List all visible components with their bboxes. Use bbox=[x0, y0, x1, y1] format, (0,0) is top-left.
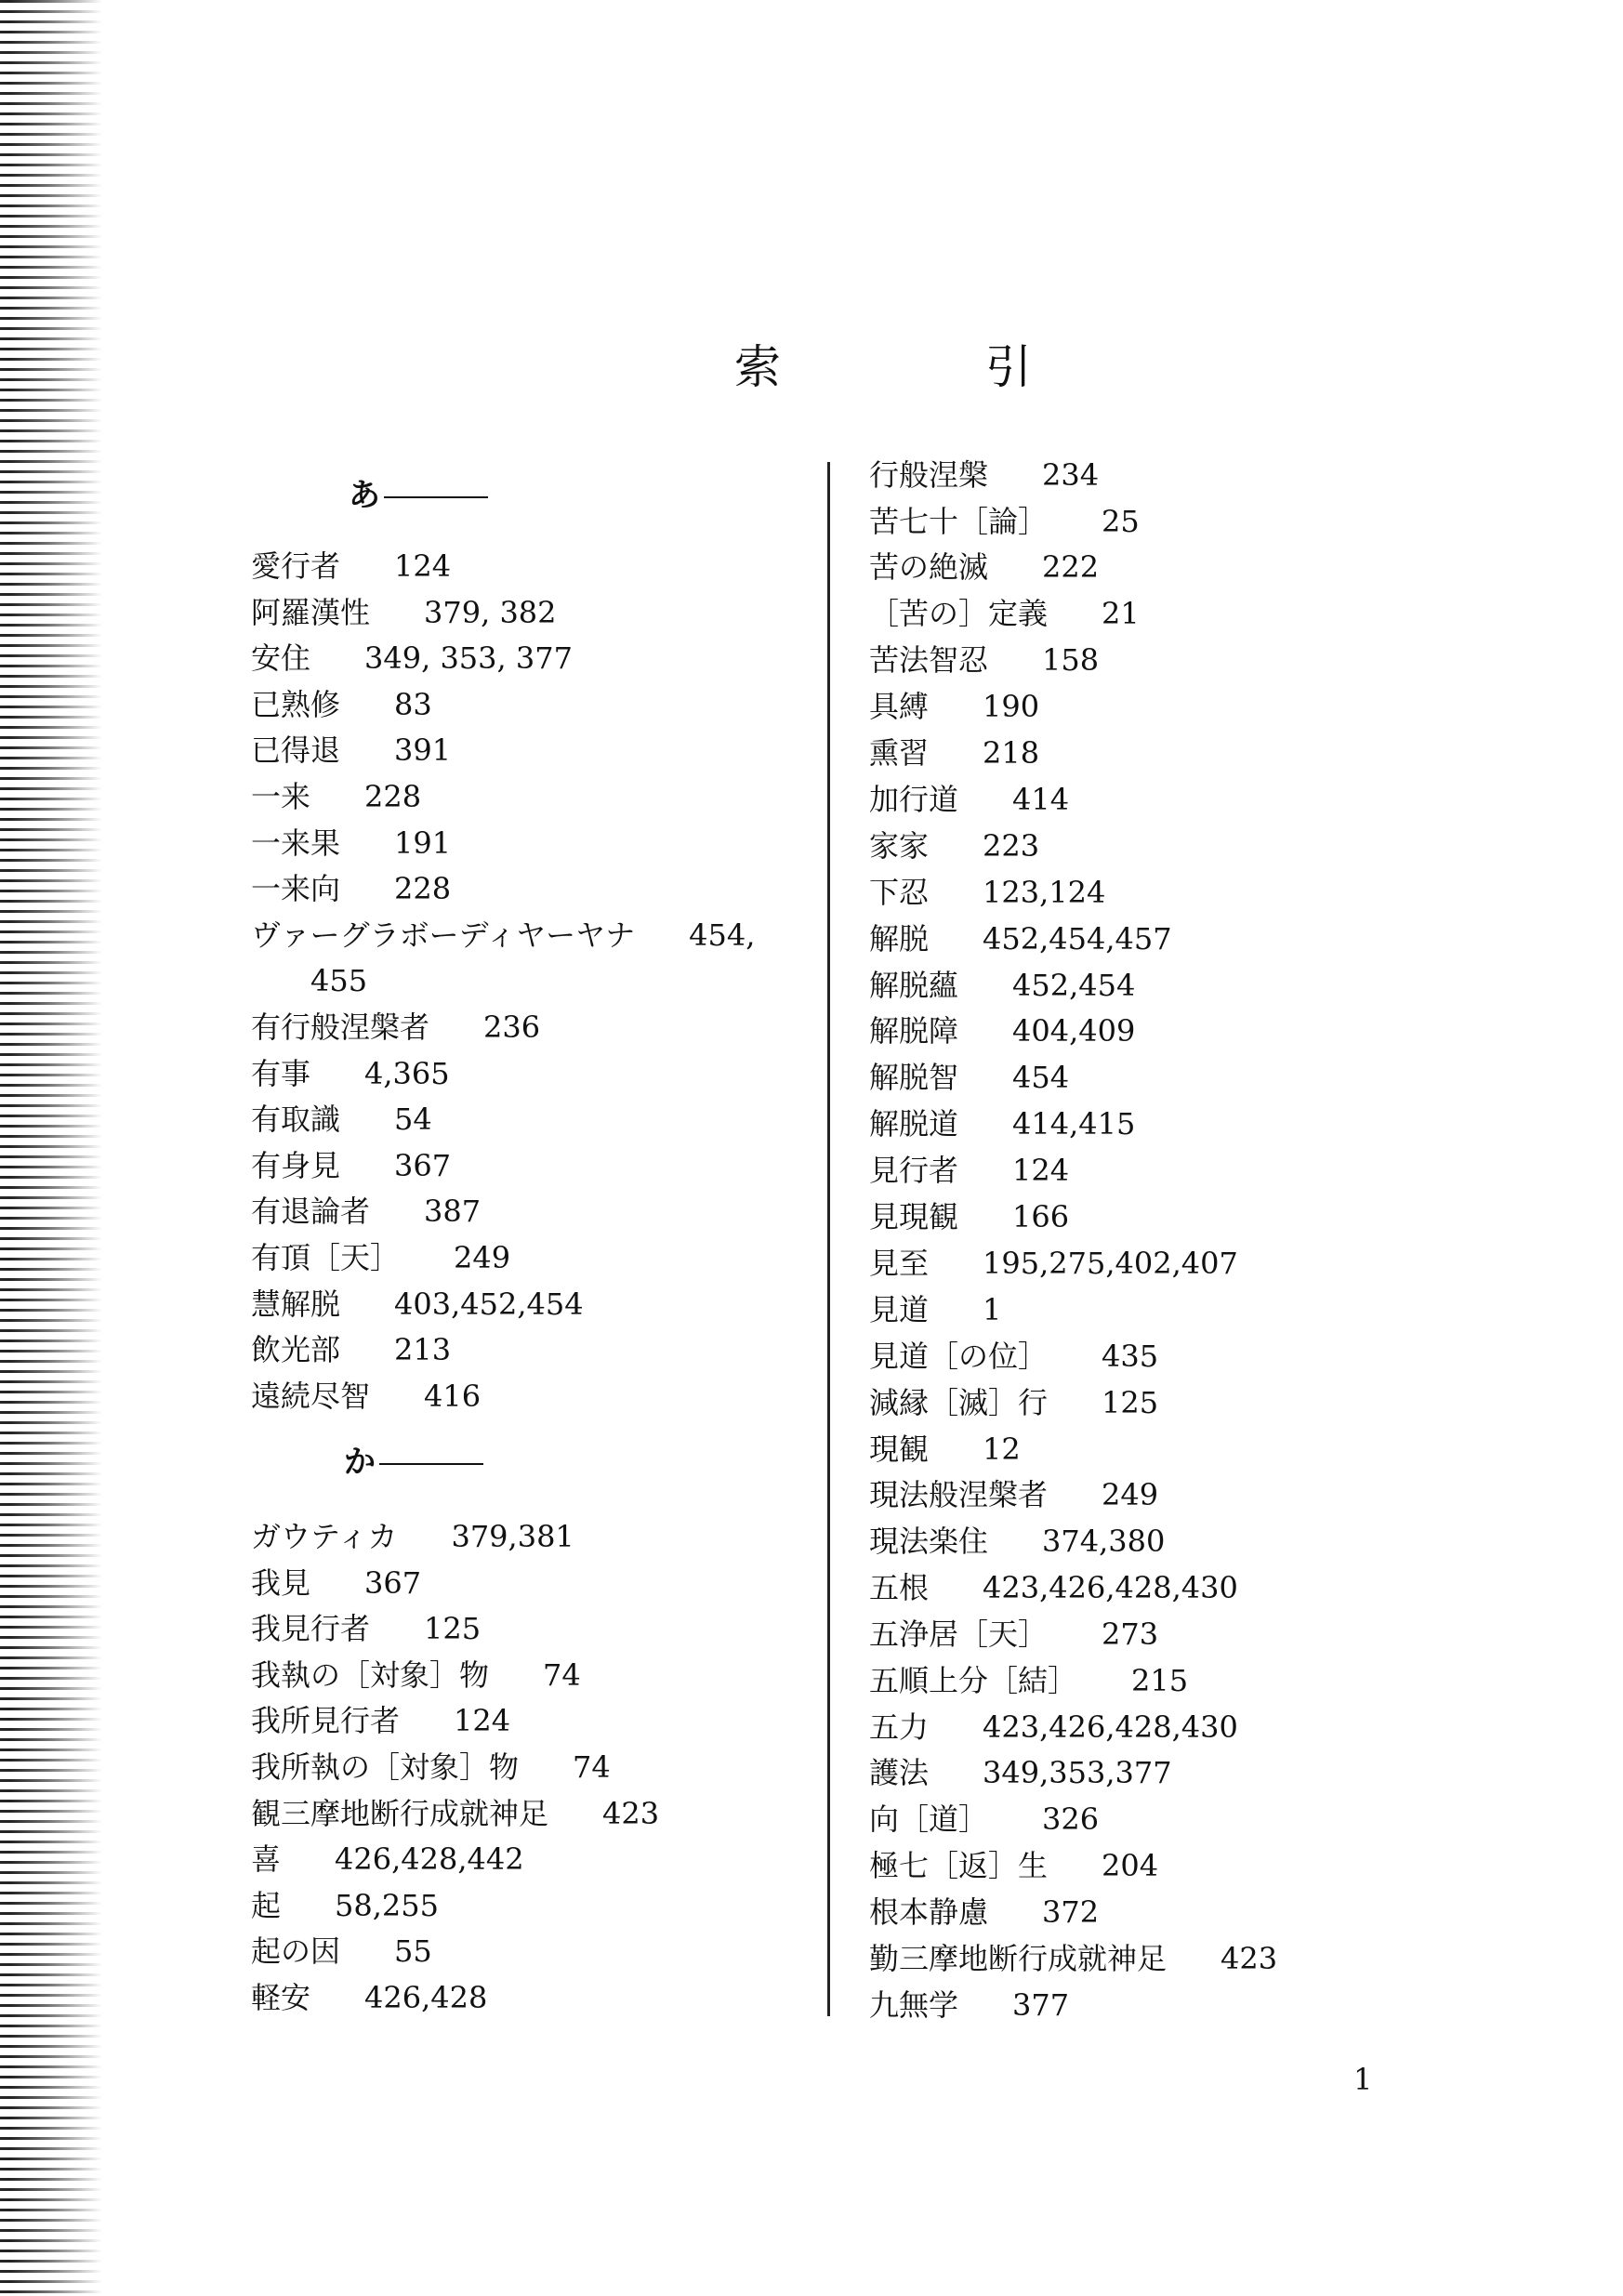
index-entry bbox=[251, 1564, 421, 1602]
index-pages: 158 bbox=[1042, 642, 1100, 678]
index-term: 極七［返］生 bbox=[869, 1848, 1049, 1883]
index-entry bbox=[251, 548, 451, 585]
index-pages: 195,275,402,407 bbox=[983, 1246, 1238, 1281]
index-pages: 125 bbox=[424, 1611, 482, 1646]
index-pages: 124 bbox=[394, 548, 452, 584]
index-term: 減縁［滅］行 bbox=[869, 1385, 1049, 1420]
index-term: 愛行者 bbox=[251, 548, 341, 584]
index-pages: 273 bbox=[1102, 1616, 1159, 1652]
index-term: 現法般涅槃者 bbox=[869, 1477, 1049, 1512]
index-pages: 423,426,428,430 bbox=[983, 1570, 1238, 1605]
index-term: 一来 bbox=[251, 779, 311, 814]
index-pages: 213 bbox=[394, 1332, 452, 1367]
index-entry bbox=[869, 1059, 1069, 1096]
index-entry bbox=[869, 1894, 1099, 1931]
index-term: 熏習 bbox=[869, 735, 930, 771]
index-pages: 249 bbox=[454, 1240, 511, 1275]
index-entry bbox=[869, 456, 1099, 494]
index-entry bbox=[251, 825, 451, 862]
index-entry bbox=[869, 734, 1039, 772]
index-pages: 454 bbox=[1012, 1060, 1070, 1095]
index-term: 有退論者 bbox=[251, 1194, 371, 1229]
index-pages: 25 bbox=[1102, 504, 1140, 539]
index-pages: 125 bbox=[1102, 1385, 1159, 1420]
index-pages: 223 bbox=[983, 828, 1040, 864]
index-entry bbox=[869, 781, 1069, 818]
index-pages: 414,415 bbox=[1012, 1106, 1136, 1141]
index-pages: 1 bbox=[983, 1292, 1002, 1327]
index-entry bbox=[869, 1709, 1238, 1746]
index-pages: 190 bbox=[983, 689, 1040, 724]
index-entry bbox=[251, 1147, 451, 1184]
index-term: 起 bbox=[251, 1888, 282, 1923]
index-entry bbox=[869, 1476, 1158, 1513]
index-entry bbox=[869, 1198, 1069, 1235]
index-term: 我執の［対象］物 bbox=[251, 1657, 490, 1693]
index-term: 一来果 bbox=[251, 825, 341, 861]
index-pages: 379,381 bbox=[451, 1519, 574, 1554]
index-term: 見行者 bbox=[869, 1153, 959, 1188]
index-term: 我見行者 bbox=[251, 1611, 371, 1646]
index-pages: 416 bbox=[424, 1379, 482, 1414]
index-entry bbox=[251, 1795, 659, 1832]
index-pages: 379, 382 bbox=[424, 595, 557, 630]
section-header-label: あ bbox=[349, 477, 380, 514]
index-pages: 236 bbox=[483, 1009, 541, 1045]
section-rule bbox=[379, 1463, 483, 1465]
index-pages: 391 bbox=[394, 732, 452, 768]
index-entry bbox=[869, 1245, 1238, 1282]
index-term: 有行般涅槃者 bbox=[251, 1009, 430, 1045]
index-pages: 54 bbox=[394, 1102, 432, 1137]
index-pages: 435 bbox=[1102, 1339, 1159, 1374]
index-pages: 423 bbox=[602, 1796, 660, 1831]
index-entry bbox=[869, 1754, 1172, 1791]
index-term: 見至 bbox=[869, 1246, 930, 1281]
index-term: 五根 bbox=[869, 1570, 930, 1605]
index-entry bbox=[251, 1702, 510, 1739]
index-pages: 372 bbox=[1042, 1894, 1100, 1930]
section-header-label: か bbox=[344, 1444, 376, 1481]
index-term: 我所見行者 bbox=[251, 1703, 401, 1738]
index-term: 苦七十［論］ bbox=[869, 504, 1049, 539]
index-term: 具縛 bbox=[869, 689, 930, 724]
index-entry bbox=[251, 1331, 451, 1368]
index-pages: 455 bbox=[310, 963, 368, 998]
index-pages: 21 bbox=[1102, 596, 1140, 631]
index-entry bbox=[869, 1291, 1001, 1328]
index-entry bbox=[251, 1979, 487, 2016]
index-term: ガウティカ bbox=[251, 1519, 398, 1554]
index-entry bbox=[869, 920, 1172, 957]
index-entry bbox=[869, 548, 1099, 586]
index-term: 阿羅漢性 bbox=[251, 595, 371, 630]
index-entry bbox=[251, 1933, 432, 1970]
index-pages: 83 bbox=[394, 687, 432, 722]
index-term: ヴァーグラボーディヤーヤナ bbox=[251, 917, 636, 953]
index-entry bbox=[251, 594, 557, 631]
index-pages: 218 bbox=[983, 735, 1040, 771]
index-entry bbox=[869, 595, 1140, 632]
index-term: 家家 bbox=[869, 828, 930, 864]
index-pages: 454, bbox=[689, 917, 756, 953]
index-pages: 222 bbox=[1042, 549, 1100, 585]
index-pages: 349, 353, 377 bbox=[364, 640, 573, 676]
index-entry bbox=[869, 1940, 1277, 1977]
index-pages: 326 bbox=[1042, 1801, 1100, 1837]
index-term: 護法 bbox=[869, 1755, 930, 1790]
index-term: 解脱 bbox=[869, 921, 930, 957]
index-term: 遠続尽智 bbox=[251, 1379, 371, 1414]
section-header-a bbox=[349, 477, 488, 514]
index-entry bbox=[869, 503, 1140, 540]
index-pages: 124 bbox=[454, 1703, 511, 1738]
index-entry bbox=[869, 827, 1039, 864]
index-pages: 374,380 bbox=[1042, 1524, 1166, 1559]
index-term: 五順上分［結］ bbox=[869, 1663, 1078, 1698]
index-term: 起の因 bbox=[251, 1933, 341, 1969]
index-entry bbox=[251, 870, 451, 907]
index-pages: 414 bbox=[1012, 782, 1070, 817]
index-entry bbox=[869, 1152, 1069, 1189]
index-entry bbox=[251, 917, 755, 954]
index-entry bbox=[869, 1662, 1188, 1699]
index-term: 現法楽住 bbox=[869, 1524, 989, 1559]
index-term: 我所執の［対象］物 bbox=[251, 1749, 520, 1785]
index-pages: 423 bbox=[1221, 1941, 1278, 1976]
index-pages: 58,255 bbox=[335, 1888, 439, 1923]
index-pages: 452,454 bbox=[1012, 968, 1136, 1003]
index-term: 現観 bbox=[869, 1432, 930, 1467]
index-pages: 367 bbox=[394, 1148, 452, 1183]
index-term: 向［道］ bbox=[869, 1801, 989, 1837]
index-term: 解脱智 bbox=[869, 1060, 959, 1095]
index-term: 軽安 bbox=[251, 1980, 311, 2015]
section-rule bbox=[384, 496, 488, 498]
index-entry bbox=[251, 1887, 439, 1924]
index-entry bbox=[869, 1431, 1021, 1468]
index-term: ［苦の］定義 bbox=[869, 596, 1049, 631]
index-pages: 426,428 bbox=[364, 1980, 488, 2015]
index-term: 五力 bbox=[869, 1709, 930, 1745]
index-term: 見道 bbox=[869, 1292, 930, 1327]
index-pages: 387 bbox=[424, 1194, 482, 1229]
index-term: 已得退 bbox=[251, 732, 341, 768]
index-term: 有身見 bbox=[251, 1148, 341, 1183]
index-pages: 12 bbox=[983, 1432, 1021, 1467]
scan-edge-fade bbox=[11, 0, 102, 2296]
index-pages: 367 bbox=[364, 1565, 422, 1601]
index-entry bbox=[251, 778, 421, 815]
index-term: 有取識 bbox=[251, 1102, 341, 1137]
index-entry bbox=[869, 1338, 1158, 1375]
index-pages: 124 bbox=[1012, 1153, 1070, 1188]
index-term: 勤三摩地断行成就神足 bbox=[869, 1941, 1168, 1976]
index-entry bbox=[251, 686, 432, 723]
index-pages: 4,365 bbox=[364, 1056, 450, 1091]
index-entry bbox=[869, 1012, 1135, 1049]
index-entry bbox=[251, 732, 451, 769]
index-entry bbox=[251, 1055, 450, 1092]
index-pages: 403,452,454 bbox=[394, 1287, 584, 1322]
index-term: 観三摩地断行成就神足 bbox=[251, 1796, 549, 1831]
index-entry bbox=[869, 1801, 1099, 1838]
index-term: 慧解脱 bbox=[251, 1287, 341, 1322]
index-term: 解脱道 bbox=[869, 1106, 959, 1141]
section-header-ka bbox=[344, 1444, 483, 1481]
column-divider bbox=[827, 462, 830, 2016]
index-term: 我見 bbox=[251, 1565, 311, 1601]
index-entry bbox=[251, 1193, 481, 1230]
index-term: 行般涅槃 bbox=[869, 457, 989, 493]
index-term: 苦法智忍 bbox=[869, 642, 989, 678]
page-number: 1 bbox=[1353, 2062, 1373, 2097]
index-term: 一来向 bbox=[251, 871, 341, 906]
index-term: 九無学 bbox=[869, 1987, 959, 2023]
index-entry bbox=[251, 1009, 540, 1046]
index-term: 有頂［天］ bbox=[251, 1240, 401, 1275]
index-pages: 404,409 bbox=[1012, 1013, 1136, 1049]
index-entry bbox=[251, 1656, 581, 1694]
index-pages: 377 bbox=[1012, 1987, 1070, 2023]
index-pages: 249 bbox=[1102, 1477, 1159, 1512]
index-entry bbox=[869, 1569, 1238, 1606]
index-term: 根本静慮 bbox=[869, 1894, 989, 1930]
index-pages: 452,454,457 bbox=[983, 921, 1172, 957]
index-entry bbox=[251, 1748, 611, 1786]
index-pages: 74 bbox=[573, 1749, 611, 1785]
index-term: 見道［の位］ bbox=[869, 1339, 1049, 1374]
index-pages: 55 bbox=[394, 1933, 432, 1969]
index-pages: 191 bbox=[394, 825, 452, 861]
index-entry bbox=[869, 1523, 1165, 1560]
index-pages: 228 bbox=[394, 871, 452, 906]
index-entry bbox=[251, 640, 573, 677]
index-entry bbox=[869, 1616, 1158, 1653]
index-term: 苦の絶滅 bbox=[869, 549, 989, 585]
index-entry-continuation bbox=[310, 962, 367, 999]
index-pages: 349,353,377 bbox=[983, 1755, 1172, 1790]
index-entry bbox=[869, 967, 1135, 1004]
index-pages: 234 bbox=[1042, 457, 1100, 493]
index-entry bbox=[251, 1378, 481, 1415]
index-pages: 426,428,442 bbox=[335, 1841, 524, 1877]
index-pages: 228 bbox=[364, 779, 422, 814]
index-entry bbox=[251, 1518, 574, 1555]
index-pages: 423,426,428,430 bbox=[983, 1709, 1238, 1745]
index-entry bbox=[869, 1847, 1158, 1884]
index-term: 已熟修 bbox=[251, 687, 341, 722]
index-entry bbox=[869, 641, 1099, 679]
index-term: 喜 bbox=[251, 1841, 282, 1877]
index-pages: 166 bbox=[1012, 1199, 1070, 1234]
index-entry bbox=[869, 688, 1039, 725]
index-entry bbox=[869, 1384, 1158, 1421]
index-term: 五浄居［天］ bbox=[869, 1616, 1049, 1652]
index-term: 見現観 bbox=[869, 1199, 959, 1234]
index-term: 有事 bbox=[251, 1056, 311, 1091]
index-pages: 215 bbox=[1131, 1663, 1189, 1698]
index-pages: 74 bbox=[543, 1657, 581, 1693]
index-term: 下忍 bbox=[869, 875, 930, 910]
index-term: 飲光部 bbox=[251, 1332, 341, 1367]
index-entry bbox=[869, 1986, 1069, 2024]
index-term: 安住 bbox=[251, 640, 311, 676]
page-title: 索 引 bbox=[734, 340, 1111, 394]
index-entry bbox=[869, 874, 1105, 911]
index-entry bbox=[869, 1105, 1135, 1142]
index-term: 加行道 bbox=[869, 782, 959, 817]
index-entry bbox=[251, 1841, 524, 1878]
index-term: 解脱障 bbox=[869, 1013, 959, 1049]
index-entry bbox=[251, 1286, 584, 1323]
index-entry bbox=[251, 1239, 510, 1276]
index-entry bbox=[251, 1101, 432, 1138]
index-entry bbox=[251, 1610, 481, 1647]
index-pages: 123,124 bbox=[983, 875, 1106, 910]
index-term: 解脱蘊 bbox=[869, 968, 959, 1003]
index-pages: 204 bbox=[1102, 1848, 1159, 1883]
